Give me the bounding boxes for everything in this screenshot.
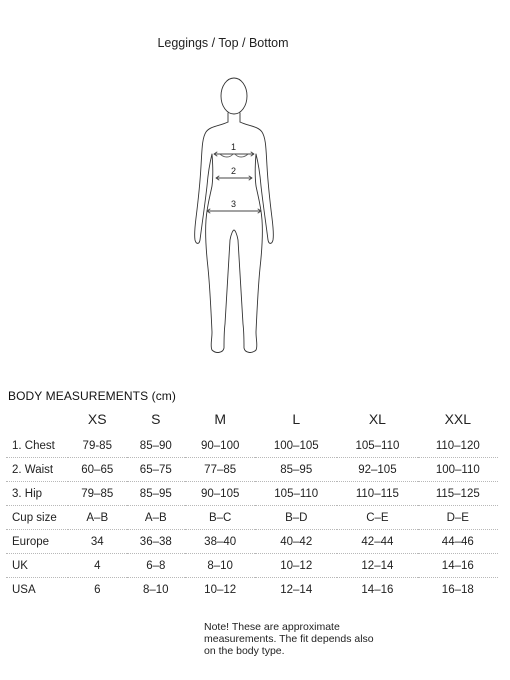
table-cell: 105–110 xyxy=(255,482,337,506)
size-column-header: XXL xyxy=(444,411,472,427)
table-cell: 6–8 xyxy=(127,554,186,578)
row-label: Cup size xyxy=(6,506,68,530)
table-cell: 110–120 xyxy=(418,434,498,458)
size-column-header: S xyxy=(151,411,161,427)
table-cell: 38–40 xyxy=(185,530,255,554)
table-cell: 42–44 xyxy=(337,530,417,554)
body-outline-figure xyxy=(186,74,282,362)
hip-marker: 3 xyxy=(231,199,237,209)
body-outline xyxy=(195,122,274,352)
table-cell: D–E xyxy=(418,506,498,530)
table-cell: 77–85 xyxy=(185,458,255,482)
table-cell: 105–110 xyxy=(337,434,417,458)
table-row xyxy=(6,530,498,554)
table-cell: 92–105 xyxy=(337,458,417,482)
row-label: Europe xyxy=(6,530,68,554)
table-cell: 90–100 xyxy=(185,434,255,458)
table-cell: 14–16 xyxy=(418,554,498,578)
table-cell: 10–12 xyxy=(204,583,237,596)
size-column-header: M xyxy=(214,411,226,427)
table-cell: 85–95 xyxy=(255,458,337,482)
table-cell: 65–75 xyxy=(127,458,186,482)
table-cell: A–B xyxy=(127,506,186,530)
table-row xyxy=(6,554,498,578)
head-outline xyxy=(221,78,247,114)
table-row xyxy=(6,458,498,482)
table-cell: 100–105 xyxy=(255,434,337,458)
approximation-note: Note! These are approximate measurements. The fit depends also on the body type. xyxy=(204,621,374,657)
table-row xyxy=(6,482,498,506)
page-title: Leggings / Top / Bottom xyxy=(157,36,289,50)
table-cell: 14–16 xyxy=(361,583,394,596)
table-cell: A–B xyxy=(68,506,127,530)
table-cell: 85–95 xyxy=(127,482,186,506)
table-row xyxy=(6,506,498,530)
table-cell: 79-85 xyxy=(68,434,127,458)
table-cell: 100–110 xyxy=(418,458,498,482)
waist-measure-line xyxy=(216,176,252,180)
chest-marker: 1 xyxy=(231,142,237,152)
table-cell: 60–65 xyxy=(68,458,127,482)
table-row xyxy=(6,578,498,602)
header-corner xyxy=(6,404,68,434)
table-cell: 115–125 xyxy=(418,482,498,506)
table-cell: 4 xyxy=(68,554,127,578)
row-label: 1. Chest xyxy=(6,434,68,458)
waist-marker: 2 xyxy=(231,166,237,176)
size-column-header: XS xyxy=(87,411,107,427)
table-cell: B–C xyxy=(185,506,255,530)
row-label: USA xyxy=(12,583,36,596)
table-cell: 85–90 xyxy=(127,434,186,458)
table-cell: C–E xyxy=(337,506,417,530)
chest-measure-line xyxy=(214,152,254,156)
table-cell: 90–105 xyxy=(185,482,255,506)
table-cell: 12–14 xyxy=(337,554,417,578)
table-cell: 79–85 xyxy=(68,482,127,506)
size-column-header: XL xyxy=(368,411,386,427)
table-cell: 10–12 xyxy=(255,554,337,578)
row-label: UK xyxy=(6,554,68,578)
table-cell: 6 xyxy=(94,583,101,596)
size-chart-table xyxy=(6,404,498,601)
body-measurements-heading: BODY MEASUREMENTS (cm) xyxy=(8,389,176,403)
table-cell: 8–10 xyxy=(143,583,169,596)
table-cell: 16–18 xyxy=(441,583,474,596)
row-label: 2. Waist xyxy=(6,458,68,482)
table-cell: 36–38 xyxy=(127,530,186,554)
table-row xyxy=(6,434,498,458)
table-cell: 8–10 xyxy=(185,554,255,578)
table-cell: 44–46 xyxy=(418,530,498,554)
row-label: 3. Hip xyxy=(6,482,68,506)
table-cell: 34 xyxy=(68,530,127,554)
table-cell: 40–42 xyxy=(255,530,337,554)
table-cell: B–D xyxy=(255,506,337,530)
table-cell: 110–115 xyxy=(337,482,417,506)
hip-measure-line xyxy=(207,209,261,213)
size-header-row xyxy=(6,404,498,434)
size-column-header: L xyxy=(292,411,301,427)
table-cell: 12–14 xyxy=(280,583,313,596)
